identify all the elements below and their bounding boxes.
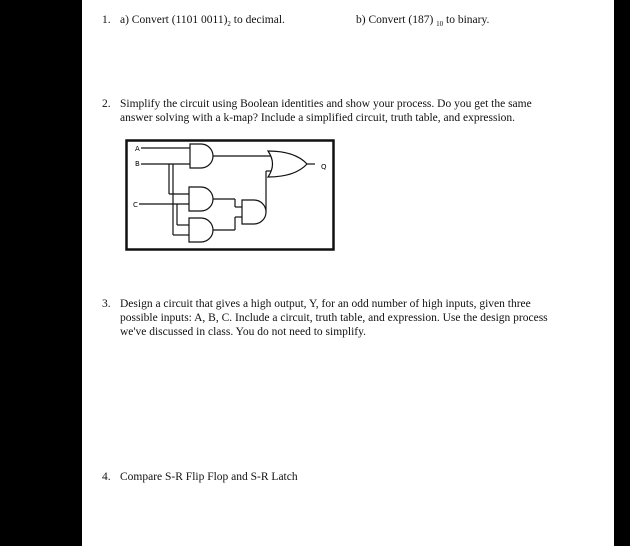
question-2-number: 2. xyxy=(102,98,111,110)
input-a-label: A xyxy=(135,145,140,153)
question-4-text: Compare S-R Flip Flop and S-R Latch xyxy=(120,471,298,483)
question-1-number: 1. xyxy=(102,14,111,26)
and-gate-1 xyxy=(190,144,213,168)
question-1b-base: 10 xyxy=(436,20,444,28)
worksheet-page xyxy=(82,0,614,546)
input-b-label: B xyxy=(135,160,140,168)
question-1b-text: b) Convert (187) $_{10}$ to binary. xyxy=(356,14,490,28)
input-c-label: C xyxy=(133,201,138,209)
and-gate-2 xyxy=(189,187,213,211)
question-3-number: 3. xyxy=(102,298,111,310)
question-2-text: Simplify the circuit using Boolean identities and show your process. Do you get the same answer solving with a k-map? Include a simplified circuit, truth table, and expression. xyxy=(120,98,532,124)
question-1a-base: 2 xyxy=(227,20,231,28)
question-1a-text: a) Convert (1101 $0011)_2$ to decimal. xyxy=(120,14,285,28)
and-gate-4 xyxy=(242,200,266,224)
question-4-number: 4. xyxy=(102,471,111,483)
logic-circuit-diagram xyxy=(125,139,335,251)
circuit-frame xyxy=(127,141,334,250)
and-gate-3 xyxy=(189,218,213,242)
question-3-text: Design a circuit that gives a high output, Y, for an odd number of high inputs, given three possible inputs: A, B, C. Include a circuit, truth table, and expression. Use the design process we've discussed in class. You do not need to simplify. xyxy=(120,298,548,338)
output-q-label: Q xyxy=(321,163,327,171)
